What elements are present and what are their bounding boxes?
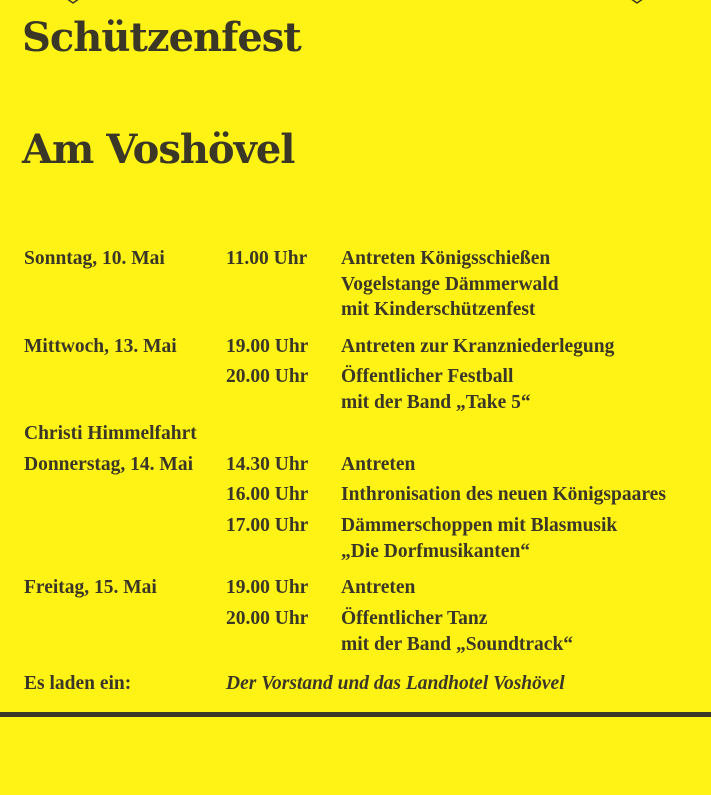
schedule-time: 11.00 Uhr — [226, 248, 308, 269]
schedule-row — [0, 297, 711, 323]
ornament-icon — [626, 0, 648, 4]
schedule-event: Dämmerschoppen mit Blasmusik — [341, 515, 618, 536]
schedule-time: 16.00 Uhr — [226, 484, 309, 505]
poster-title-line-2: Am Voshövel — [22, 126, 295, 173]
schedule-row — [0, 334, 711, 360]
schedule-event: „Die Dorfmusikanten“ — [341, 541, 531, 562]
hosts-names: Der Vorstand und das Landhotel Voshövel — [226, 673, 565, 694]
schedule-day: Freitag, 15. Mai — [24, 577, 157, 598]
schedule-event: Öffentlicher Tanz — [341, 608, 488, 629]
hosts-line — [0, 671, 711, 697]
schedule-row — [0, 606, 711, 632]
schedule-event: Antreten Königsschießen — [341, 248, 551, 269]
schedule-row — [0, 539, 711, 565]
divider — [0, 712, 711, 717]
schedule-day: Christi Himmelfahrt — [24, 423, 197, 444]
schedule-time: 20.00 Uhr — [226, 366, 309, 387]
schedule-time: 19.00 Uhr — [226, 336, 309, 357]
schedule-day: Sonntag, 10. Mai — [24, 248, 165, 269]
schedule-row — [0, 482, 711, 508]
schedule-day: Donnerstag, 14. Mai — [24, 454, 193, 475]
schedule-event: mit der Band „Take 5“ — [341, 392, 531, 413]
schedule-event: Antreten zur Kranzniederlegung — [341, 336, 615, 357]
poster-title-line-1: Schützenfest — [22, 14, 301, 61]
schedule-time: 14.30 Uhr — [226, 454, 309, 475]
schedule-row — [0, 575, 711, 601]
schedule-event: mit Kinderschützenfest — [341, 299, 536, 320]
schedule-event: Antreten — [341, 577, 416, 598]
schedule-row — [0, 390, 711, 416]
schedule-row — [0, 364, 711, 390]
schedule-row — [0, 632, 711, 658]
schedule-event: Inthronisation des neuen Königspaares — [341, 484, 666, 505]
schedule-row — [0, 246, 711, 272]
schedule-row — [0, 421, 711, 447]
schedule-event: Öffentlicher Festball — [341, 366, 514, 387]
hosts-label: Es laden ein: — [24, 673, 132, 694]
schedule-row — [0, 272, 711, 298]
schedule-event: mit der Band „Soundtrack“ — [341, 634, 574, 655]
schedule-time: 20.00 Uhr — [226, 608, 309, 629]
schedule-day: Mittwoch, 13. Mai — [24, 336, 177, 357]
ornament-icon — [62, 0, 84, 4]
schedule-event: Antreten — [341, 454, 416, 475]
schedule-event: Vogelstange Dämmerwald — [341, 274, 559, 295]
schedule-time: 19.00 Uhr — [226, 577, 309, 598]
schedule-row — [0, 452, 711, 478]
schedule-row — [0, 513, 711, 539]
schedule-time: 17.00 Uhr — [226, 515, 309, 536]
